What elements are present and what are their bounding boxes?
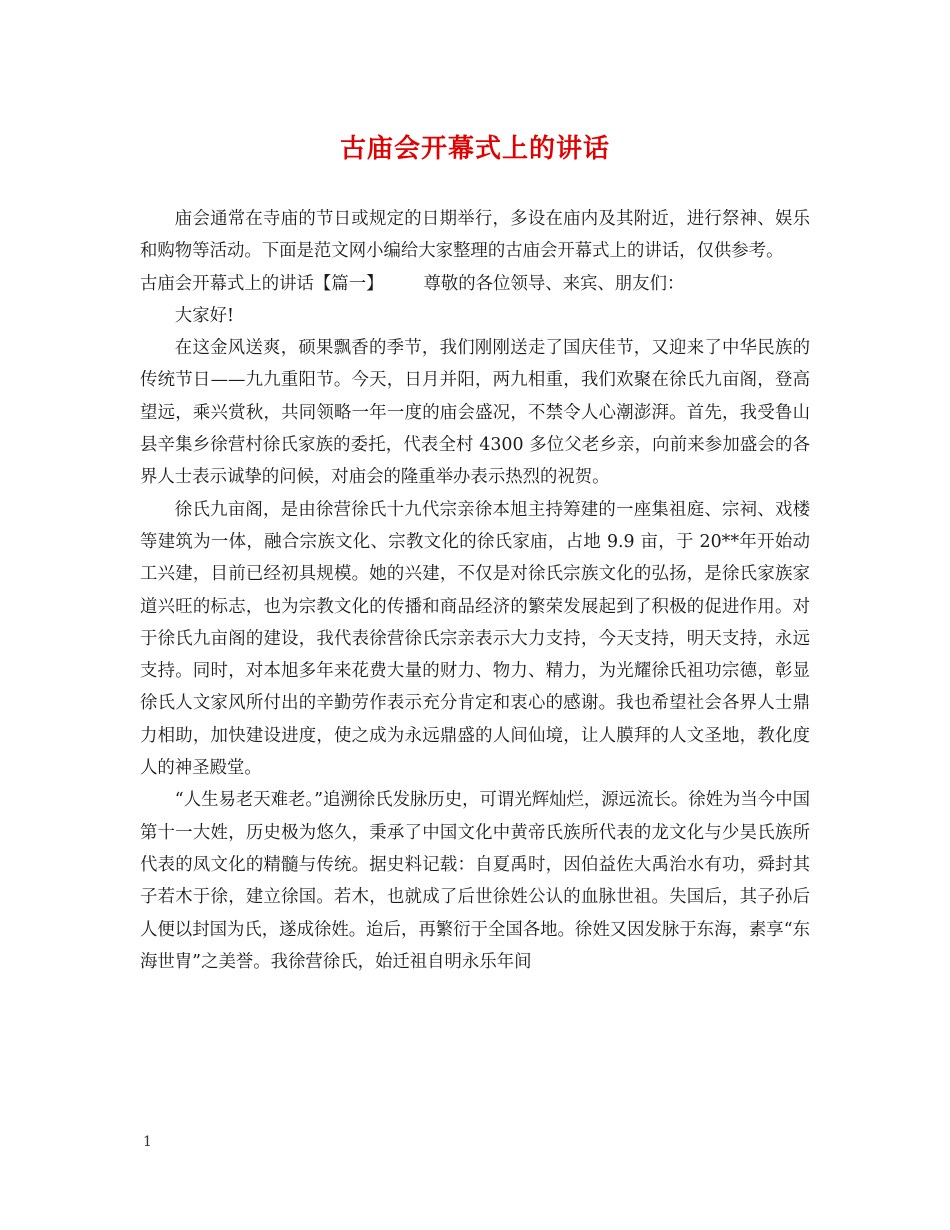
page-number: 1 [143,1134,152,1150]
body-paragraph-1: 在这金风送爽，硕果飘香的季节，我们刚刚送走了国庆佳节，又迎来了中华民族的传统节日——九九重阳节。今天，日月并阳，两九相重，我们欢聚在徐氏九亩阁，登高望远，乘兴赏秋，共同领略一年一度的庙会盛况，不禁令人心潮澎湃。首先，我受鲁山县辛集乡徐营村徐氏家族的委托，代表全村 4300 多位父老乡亲，向前来参加盛会的各界人士表示诚挚的问候，对庙会的隆重举办表示热烈的祝贺。 [140,338,810,488]
intro-paragraph: 庙会通常在寺庙的节日或规定的日期举行，多设在庙内及其附近，进行祭神、娱乐和购物等活动。下面是范文网小编给大家整理的古庙会开幕式上的讲话，仅供参考。 [140,209,810,262]
document-title: 古庙会开幕式上的讲话 [339,134,610,164]
section-heading-line [140,268,810,300]
document-body [140,203,810,978]
salutation: 尊敬的各位领导、来宾、朋友们： [423,273,685,294]
greeting: 大家好! [174,305,234,326]
body-paragraph-2: 徐氏九亩阁，是由徐营徐氏十九代宗亲徐本旭主持筹建的一座集祖庭、宗祠、戏楼等建筑为一体，融合宗族文化、宗教文化的徐氏家庙，占地 9.9 亩，于 20**年开始动工兴建，目前已经初具规模。她的兴建，不仅是对徐氏宗族文化的弘扬，是徐氏家族家道兴旺的标志，也为宗教文化的传播和商品经济的繁荣发展起到了积极的促进作用。对于徐氏九亩阁的建设，我代表徐营徐氏宗亲表示大力支持，今天支持，明天支持，永远支持。同时，对本旭多年来花费大量的财力、物力、精力，为光耀徐氏祖功宗德，彰显徐氏人文家风所付出的辛勤劳作表示充分肯定和衷心的感谢。我也希望社会各界人士鼎力相助，加快建设进度，使之成为永远鼎盛的人间仙境，让人膜拜的人文圣地，教化度人的神圣殿堂。 [140,499,810,779]
section-heading: 古庙会开幕式上的讲话【篇一】 [140,273,384,294]
body-paragraph-3: “人生易老天难老。”追溯徐氏发脉历史，可谓光辉灿烂，源远流长。徐姓为当今中国第十一大姓，历史极为悠久，秉承了中国文化中黄帝氏族所代表的龙文化与少昊氏族所代表的凤文化的精髓与传统。据史料记载：自夏禹时，因伯益佐大禹治水有功，舜封其子若木于徐，建立徐国。若木，也就成了后世徐姓公认的血脉世祖。失国后，其子孙后人便以封国为氏，遂成徐姓。迨后，再繁衍于全国各地。徐姓又因发脉于东海，素享“东海世胄”之美誉。我徐营徐氏，始迁祖自明永乐年间 [140,790,810,972]
